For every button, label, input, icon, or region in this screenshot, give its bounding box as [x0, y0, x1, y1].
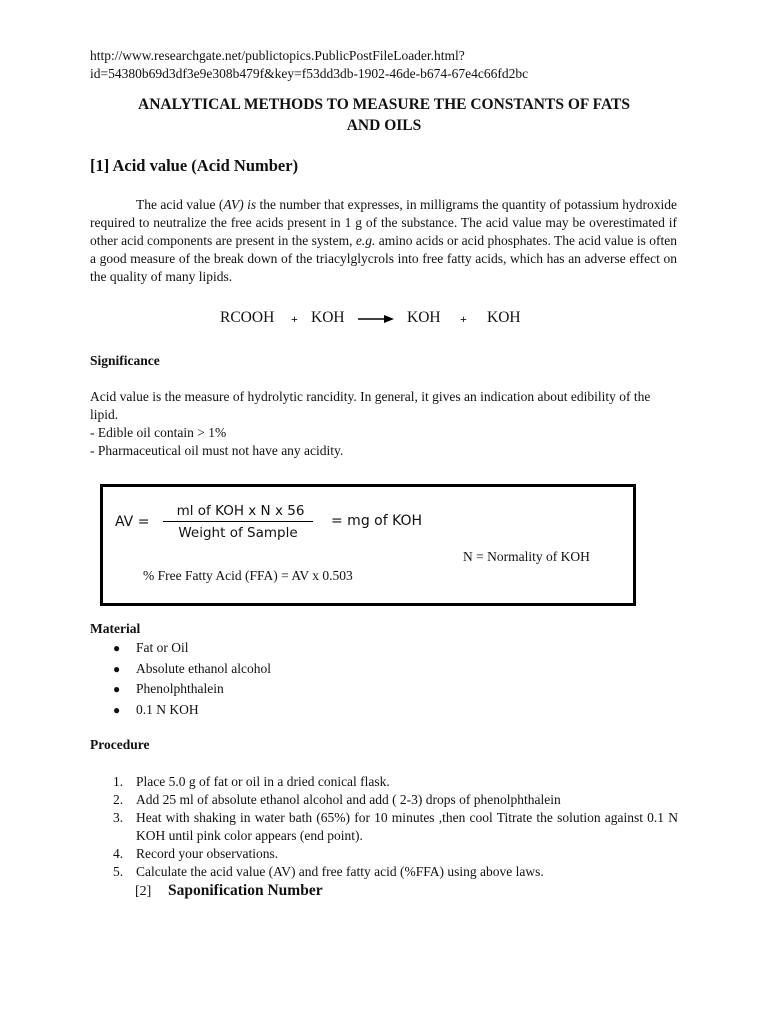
ffa-formula: % Free Fatty Acid (FFA) = AV x 0.503: [143, 568, 353, 583]
saponification-number: [2]: [135, 884, 152, 899]
list-item: 1. Place 5.0 g of fat or oil in a dried conical flask.: [113, 774, 390, 789]
acid-value-paragraph: [90, 196, 677, 286]
procedure-list: [90, 773, 678, 881]
para-eg: e.g.: [355, 233, 376, 248]
procedure-heading: Procedure: [90, 737, 150, 752]
bullet-icon: ●: [113, 661, 121, 676]
eq-term-koh-3: KOH: [487, 309, 521, 326]
acid-value-heading: [1] Acid value (Acid Number): [90, 156, 299, 175]
eq-plus-2: +: [460, 312, 467, 326]
eq-term-rcooh: RCOOH: [220, 309, 275, 326]
title-line-1: ANALYTICAL METHODS TO MEASURE THE CONSTANTS OF FATS: [138, 96, 630, 113]
list-item: ● Absolute ethanol alcohol: [113, 660, 271, 676]
list-item: ● 0.1 N KOH: [113, 701, 199, 717]
source-url: [90, 47, 690, 83]
formula-numerator: ml of KOH x N x 56: [176, 503, 305, 519]
list-item: 3. Heat with shaking in water bath (65%) for 10 minutes ,then cool Titrate the solution against 0.1 N KOH until pink color appears (end point).: [113, 810, 678, 843]
list-item: 5. Calculate the acid value (AV) and free fatty acid (%FFA) using above laws.: [113, 864, 544, 879]
title-line-2: AND OILS: [346, 117, 422, 134]
para-pre: The acid value (: [136, 197, 224, 212]
list-item: 2. Add 25 ml of absolute ethanol alcohol and add ( 2-3) drops of phenolphthalein: [113, 792, 561, 807]
fraction-bar: [163, 521, 313, 522]
list-item: ● Phenolphthalein: [113, 681, 224, 696]
list-item: 4. Record your observations.: [113, 846, 279, 861]
significance-line-1: Acid value is the measure of hydrolytic rancidity. In general, it gives an indication about edibility of the lipid.: [90, 389, 651, 422]
significance-line-2: - Edible oil contain > 1%: [90, 425, 227, 440]
normality-note: N = Normality of KOH: [463, 549, 590, 564]
material-list: [113, 640, 271, 722]
reaction-equation: [220, 309, 550, 331]
av-label: AV =: [115, 514, 150, 530]
url-line-1: http://www.researchgate.net/publictopics.PublicPostFileLoader.html?: [90, 48, 465, 63]
eq-plus-1: +: [291, 312, 298, 326]
bullet-icon: ●: [113, 641, 121, 655]
significance-heading: Significance: [90, 353, 160, 368]
bullet-icon: ●: [113, 682, 121, 696]
list-item: ● Fat or Oil: [113, 640, 189, 655]
document-title: [90, 94, 678, 136]
url-line-2: id=54380b69d3df3e9e308b479f&key=f53dd3db-1902-46de-b674-67e4c66fd2bc: [90, 66, 529, 81]
reaction-arrow-icon: [358, 314, 394, 324]
formula-denominator: Weight of Sample: [178, 525, 298, 541]
formula-result: = mg of KOH: [331, 513, 423, 529]
significance-text: [90, 388, 678, 460]
eq-term-koh-2: KOH: [407, 309, 441, 326]
saponification-heading: [135, 882, 323, 900]
para-post: amino acids or acid phosphates. The acid value is often a good measure of the break down of the triacylglycrols into free fatty acids, which has an adverse effect on the quality of many lipids.: [90, 233, 677, 284]
saponification-title: Saponification Number: [168, 882, 323, 899]
significance-line-3: - Pharmaceutical oil must not have any acidity.: [90, 443, 344, 458]
bullet-icon: ●: [113, 702, 121, 717]
eq-term-koh-1: KOH: [311, 309, 345, 326]
material-heading: Material: [90, 621, 141, 636]
para-mid: the number that expresses, in milligrams the quantity of potassium hydroxide required to neutralize the free acids present in 1 g of the substance. The acid value may be overestimated if other acid components are present in the system,: [90, 197, 677, 248]
para-italic: AV) is: [223, 197, 257, 212]
